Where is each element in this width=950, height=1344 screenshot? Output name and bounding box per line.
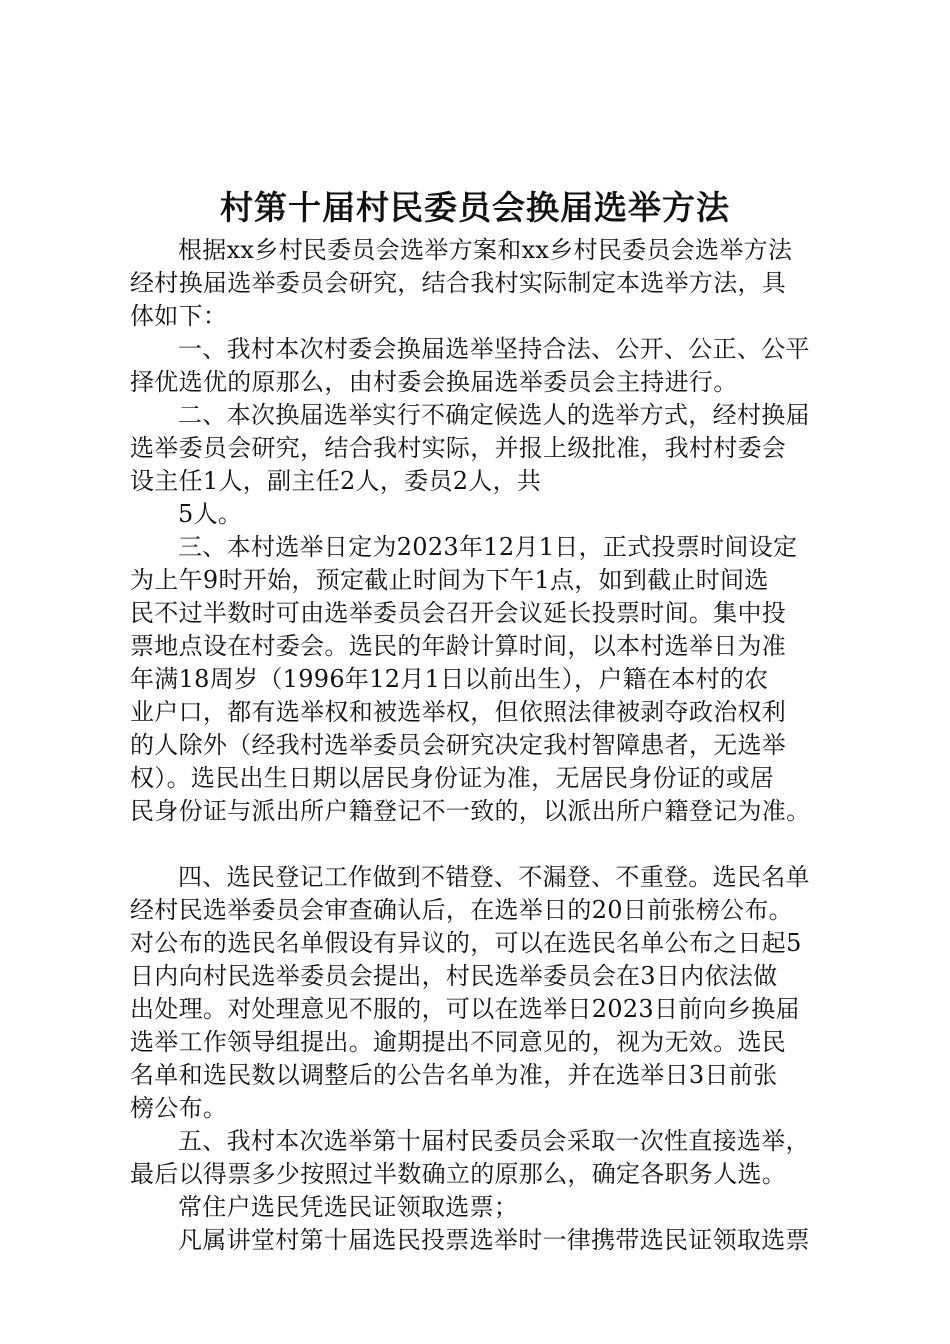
text-line: 二、本次换届选举实行不确定候选人的选举方式，经村换届: [178, 401, 810, 429]
text-line: 体如下：: [130, 302, 228, 330]
text-line: 根据xx乡村民委员会选举方案和xx乡村民委员会选举方法: [178, 236, 793, 264]
text-line: 选举工作领导组提出。逾期提出不同意见的，视为无效。选民: [130, 1028, 787, 1056]
paragraph-gap: [130, 828, 850, 861]
text-line: 五、我村本次选举第十届村民委员会采取一次性直接选举，: [178, 1127, 810, 1155]
text-line: 凡属讲堂村第十届选民投票选举时一律携带选民证领取选票: [178, 1226, 810, 1254]
text-line: 为上午9时开始，预定截止时间为下午1点，如到截止时间选: [130, 566, 769, 594]
text-line: 名单和选民数以调整后的公告名单为准，并在选举日3日前张: [130, 1061, 778, 1089]
text-line: 一、我村本次村委会换届选举坚持合法、公开、公正、公平: [178, 335, 810, 363]
text-line: 民身份证与派出所户籍登记不一致的，以派出所户籍登记为准。: [130, 797, 811, 825]
text-line: 日内向村民选举委员会提出，村民选举委员会在3日内依法做: [130, 962, 778, 990]
text-line: 择优选优的原那么，由村委会换届选举委员会主持进行。: [130, 368, 738, 396]
text-line: 榜公布。: [130, 1094, 228, 1122]
text-line: 权）。选民出生日期以居民身份证为准，无居民身份证的或居: [130, 764, 775, 792]
text-line: 选举委员会研究，结合我村实际，并报上级批准，我村村委会: [130, 434, 787, 462]
text-line: 5人。: [178, 500, 243, 528]
text-line: 三、本村选举日定为2023年12月1日，正式投票时间设定: [178, 533, 798, 561]
text-line: 设主任1人，副主任2人，委员2人，共: [130, 467, 542, 495]
text-line: 民不过半数时可由选举委员会召开会议延长投票时间。集中投: [130, 599, 787, 627]
text-line: 对公布的选民名单假设有异议的，可以在选民名单公布之日起5: [130, 929, 802, 957]
text-line: 的人除外（经我村选举委员会研究决定我村智障患者，无选举: [130, 731, 787, 759]
text-line: 票地点设在村委会。选民的年龄计算时间，以本村选举日为准: [130, 632, 787, 660]
text-line: 经村换届选举委员会研究，结合我村实际制定本选举方法，具: [130, 269, 787, 297]
text-line: 业户口，都有选举权和被选举权，但依照法律被剥夺政治权利: [130, 698, 787, 726]
text-line: 最后以得票多少按照过半数确立的原那么，确定各职务人选。: [130, 1160, 787, 1188]
document-body: [130, 234, 850, 1257]
text-line: 常住户选民凭选民证领取选票；: [178, 1193, 519, 1221]
text-line: 年满18周岁（1996年12月1日以前出生），户籍在本村的农: [130, 665, 769, 693]
text-line: 出处理。对处理意见不服的，可以在选举日2023日前向乡换届: [130, 995, 800, 1023]
text-line: 经村民选举委员会审查确认后，在选举日的20日前张榜公布。: [130, 896, 793, 924]
document-title: 村第十届村民委员会换届选举方法: [220, 188, 730, 227]
text-line: 四、选民登记工作做到不错登、不漏登、不重登。选民名单: [178, 863, 810, 891]
